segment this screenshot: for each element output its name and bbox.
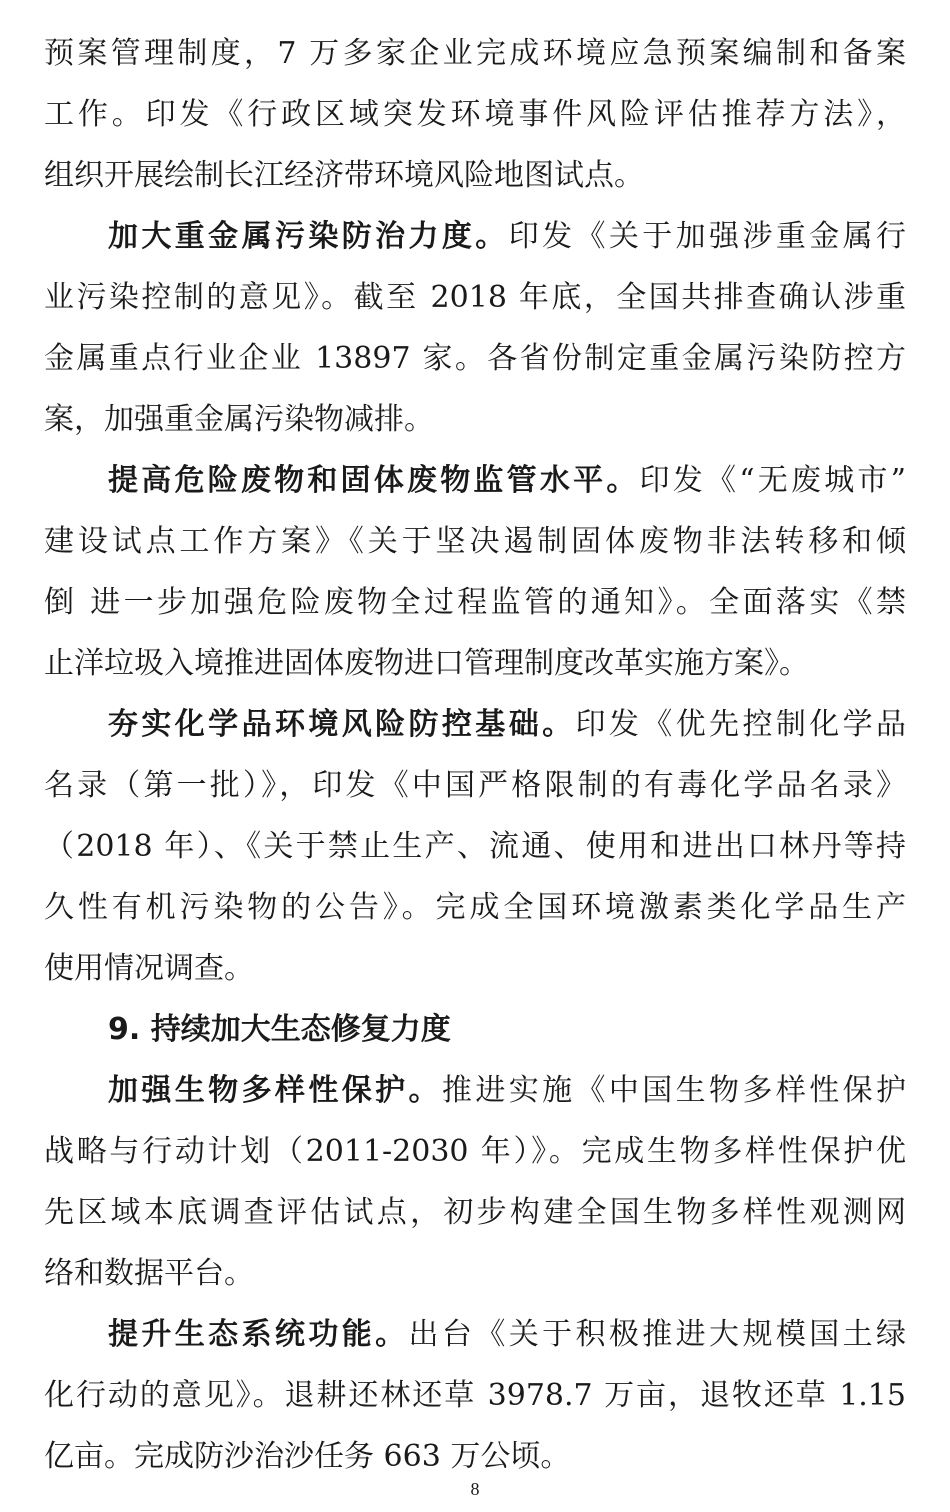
numbered-section-title bbox=[108, 1008, 906, 1052]
text-line: 组织开展绘制长江经济带环境风险地图试点。 bbox=[44, 158, 644, 193]
text-line: （2018 年）、《关于禁止生产、流通、使用和进出口林丹等持 bbox=[44, 829, 906, 864]
section-heading-line: 加强生物多样性保护。推进实施《中国生物多样性保护 bbox=[108, 1073, 907, 1108]
bold-heading: 9. 持续加大生态修复力度 bbox=[108, 1012, 451, 1047]
text-line: 案，加强重金属污染物减排。 bbox=[44, 402, 434, 437]
section-heading-line: 提高危险废物和固体废物监管水平。印发《“无废城市” bbox=[108, 463, 906, 498]
bold-heading: 提升生态系统功能。 bbox=[108, 1317, 409, 1352]
text-line: 止洋垃圾入境推进固体废物进口管理制度改革实施方案》。 bbox=[44, 646, 809, 681]
text-line: 战略与行动计划（2011-2030 年）》。完成生物多样性保护优 bbox=[44, 1134, 906, 1169]
text-line: 络和数据平台。 bbox=[44, 1256, 254, 1291]
bold-heading: 加大重金属污染防治力度。 bbox=[108, 219, 509, 254]
text-line: 倒 进一步加强危险废物全过程监管的通知》。全面落实《禁 bbox=[44, 585, 906, 620]
text-line: 预案管理制度，7 万多家企业完成环境应急预案编制和备案 bbox=[44, 36, 906, 71]
bold-heading: 提高危险废物和固体废物监管水平。 bbox=[108, 463, 640, 498]
section-heading-line: 加大重金属污染防治力度。印发《关于加强涉重金属行 bbox=[108, 219, 907, 254]
text-line: 化行动的意见》。退耕还林还草 3978.7 万亩，退牧还草 1.15 bbox=[44, 1378, 906, 1413]
section-heading-line: 提升生态系统功能。出台《关于积极推进大规模国土绿 bbox=[108, 1317, 907, 1352]
bold-heading: 夯实化学品环境风险防控基础。 bbox=[108, 707, 576, 742]
text-line: 工作。印发《行政区域突发环境事件风险评估推荐方法》， bbox=[44, 97, 906, 132]
text-line: 建设试点工作方案》《关于坚决遏制固体废物非法转移和倾 bbox=[44, 524, 906, 559]
text-line: 名录（第一批）》，印发《中国严格限制的有毒化学品名录》 bbox=[44, 768, 906, 803]
text-line: 先区域本底调查评估试点，初步构建全国生物多样性观测网 bbox=[44, 1195, 906, 1230]
text-line: 业污染控制的意见》。截至 2018 年底，全国共排查确认涉重 bbox=[44, 280, 906, 315]
text-line: 金属重点行业企业 13897 家。各省份制定重金属污染防控方 bbox=[44, 341, 906, 376]
bold-heading: 加强生物多样性保护。 bbox=[108, 1073, 442, 1108]
text-line: 久性有机污染物的公告》。完成全国环境激素类化学品生产 bbox=[44, 890, 906, 925]
section-heading-line: 夯实化学品环境风险防控基础。印发《优先控制化学品 bbox=[108, 707, 907, 742]
page-number: 8 bbox=[470, 1479, 480, 1499]
text-line: 亿亩。完成防沙治沙任务 663 万公顷。 bbox=[44, 1439, 571, 1474]
text-line: 使用情况调查。 bbox=[44, 951, 254, 986]
